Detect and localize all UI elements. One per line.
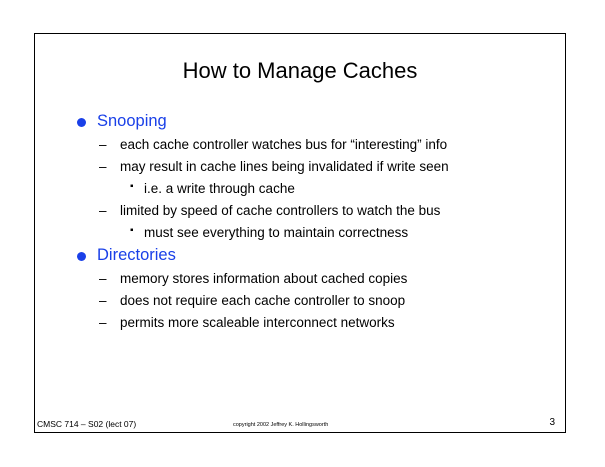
slide-title: How to Manage Caches — [182, 58, 418, 83]
dash-bullet-icon: – — [99, 293, 107, 308]
list-item — [75, 290, 555, 312]
square-bullet-icon: ▪ — [130, 225, 134, 236]
square-bullet-icon: ▪ — [130, 181, 134, 192]
list-item-text: memory stores information about cached copies — [120, 271, 408, 286]
list-item-text: each cache controller watches bus for “interesting” info — [120, 137, 448, 152]
dash-bullet-icon: – — [99, 271, 107, 286]
bullet-label: Snooping — [97, 112, 167, 130]
circle-bullet-icon — [77, 252, 86, 261]
dash-bullet-icon: – — [99, 159, 107, 174]
dash-bullet-icon: – — [99, 315, 107, 330]
list-item — [75, 312, 555, 334]
bullet-label: Directories — [97, 246, 176, 264]
bullet-list — [75, 110, 555, 334]
bullet-snooping — [75, 112, 555, 134]
slide — [34, 33, 566, 433]
sub-list-item-text: i.e. a write through cache — [144, 181, 295, 196]
sub-list-item — [75, 178, 555, 200]
list-item-text: does not require each cache controller to snoop — [120, 293, 406, 308]
list-item-text: may result in cache lines being invalidated if write seen — [120, 159, 449, 174]
dash-bullet-icon: – — [99, 203, 107, 218]
bullet-directories — [75, 246, 555, 268]
list-item — [75, 268, 555, 290]
page-number: 3 — [549, 417, 555, 428]
circle-bullet-icon — [77, 118, 86, 127]
footer-course: CMSC 714 – S02 (lect 07) — [37, 419, 137, 429]
list-item — [75, 134, 555, 156]
list-item — [75, 200, 555, 222]
list-item-text: permits more scaleable interconnect networks — [120, 315, 395, 330]
sub-list-item — [75, 222, 555, 244]
footer-copyright: copyright 2002 Jeffrey K. Hollingsworth — [233, 422, 329, 428]
dash-bullet-icon: – — [99, 137, 107, 152]
list-item-text: limited by speed of cache controllers to watch the bus — [120, 203, 441, 218]
sub-list-item-text: must see everything to maintain correctness — [144, 225, 409, 240]
list-item — [75, 156, 555, 178]
